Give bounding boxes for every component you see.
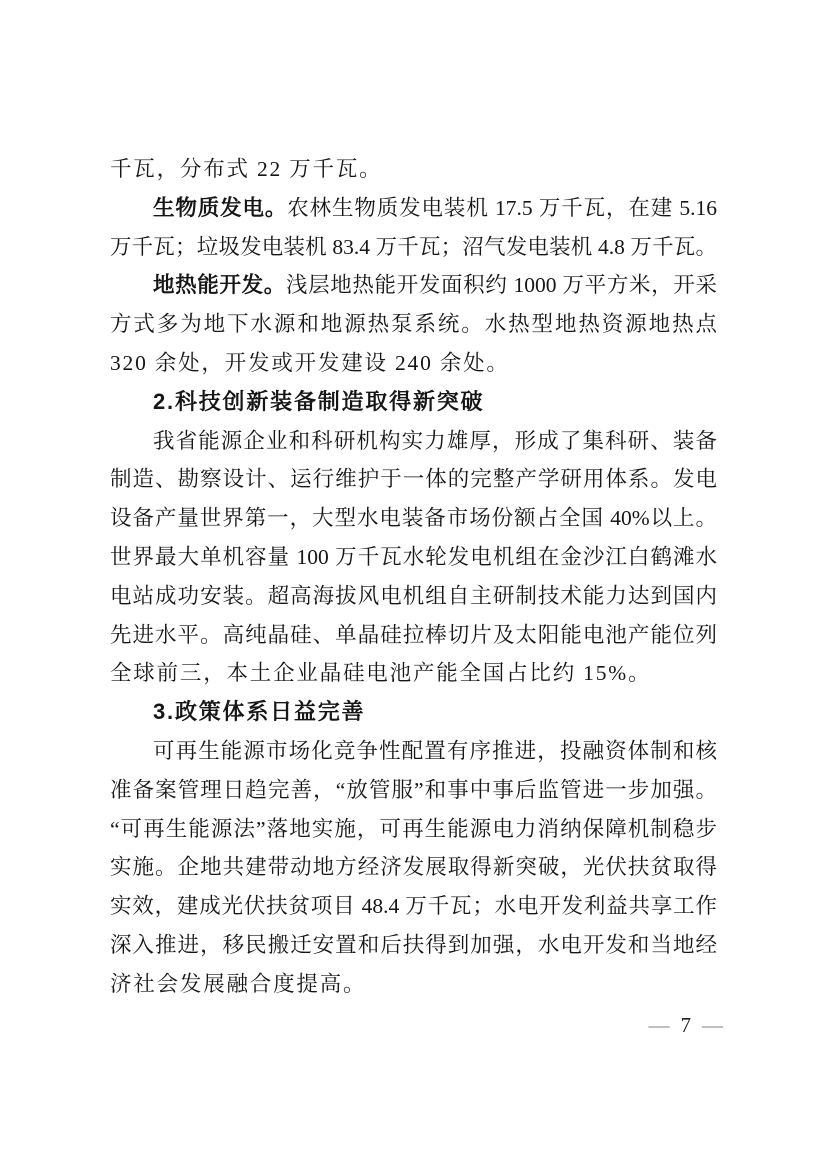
page-number-dash: — bbox=[702, 1013, 723, 1037]
text-line: 济社会发展融合度提高。 bbox=[110, 971, 367, 996]
text-line: 我省能源企业和科研机构实力雄厚，形成了集科研、装备 bbox=[153, 428, 717, 453]
text-line: “可再生能源法”落地实施，可再生能源电力消纳保障机制稳步 bbox=[110, 816, 717, 841]
text-line: 320 余处，开发或开发建设 240 余处。 bbox=[110, 350, 510, 375]
text-line: 电站成功安装。超高海拔风电机组自主研制技术能力达到国内 bbox=[110, 583, 717, 608]
text-line: 制造、勘察设计、运行维护于一体的完整产学研用体系。发电 bbox=[110, 467, 717, 492]
paragraph-lead: 地热能开发。 bbox=[153, 273, 286, 298]
page-number-dash: — bbox=[648, 1013, 670, 1037]
text-line: 先进水平。高纯晶硅、单晶硅拉棒切片及太阳能电池产能位列 bbox=[110, 622, 717, 647]
text-line: 千瓦，分布式 22 万千瓦。 bbox=[110, 157, 383, 181]
section-heading: 2.科技创新装备制造取得新突破 bbox=[153, 388, 485, 414]
text-line: 方式多为地下水源和地源热泵系统。水热型地热资源地热点 bbox=[110, 312, 717, 337]
section-heading: 3.政策体系日益完善 bbox=[153, 699, 366, 725]
text-line: 实效，建成光伏扶贫项目 48.4 万千瓦；水电开发利益共享工作 bbox=[110, 894, 717, 919]
page-number-value: 7 bbox=[680, 1013, 691, 1037]
text-line: 世界最大单机容量 100 万千瓦水轮发电机组在金沙江白鹤滩水 bbox=[110, 544, 717, 569]
line-text: 浅层地热能开发面积约 1000 万平方米，开采 bbox=[285, 273, 717, 298]
text-line: 深入推进，移民搬迁安置和后扶得到加强，水电开发和当地经 bbox=[110, 932, 717, 957]
text-line: 全球前三，本土企业晶硅电池产能全国占比约 15%。 bbox=[110, 661, 652, 686]
paragraph-lead: 生物质发电。 bbox=[153, 195, 288, 220]
text-line: 准备案管理日趋完善，“放管服”和事中事后监管进一步加强。 bbox=[110, 777, 717, 802]
document-body bbox=[110, 150, 717, 1004]
text-line: 实施。企地共建带动地方经济发展取得新突破，光伏扶贫取得 bbox=[110, 855, 717, 880]
text-line: 可再生能源市场化竞争性配置有序推进，投融资体制和核 bbox=[153, 738, 717, 763]
text-line bbox=[110, 189, 717, 228]
text-line: 设备产量世界第一，大型水电装备市场份额占全国 40%以上。 bbox=[110, 506, 717, 531]
line-text: 农林生物质发电装机 17.5 万千瓦，在建 5.16 bbox=[287, 195, 717, 220]
text-line: 万千瓦；垃圾发电装机 83.4 万千瓦；沼气发电装机 4.8 万千瓦。 bbox=[110, 234, 717, 259]
page-number bbox=[649, 1010, 724, 1040]
text-line bbox=[110, 266, 717, 305]
